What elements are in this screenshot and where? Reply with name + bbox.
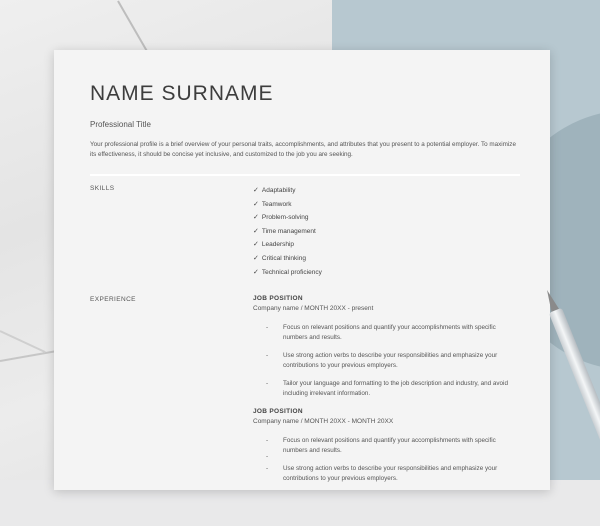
check-icon: ✓ <box>253 268 259 276</box>
skill-item: ✓ Time management <box>253 227 316 235</box>
skill-item: ✓ Technical proficiency <box>253 268 322 276</box>
skill-item: ✓ Adaptability <box>253 187 296 194</box>
job-company-dates: Company name / MONTH 20XX - MONTH 20XX <box>253 418 394 425</box>
dash-icon: - <box>266 380 269 387</box>
skills-label: SKILLS <box>90 185 115 192</box>
job-position-title: JOB POSITION <box>253 295 303 302</box>
profile-summary: Your professional profile is a brief overview of your personal traits, accomplishments, and attributes that you present to a potential employer. To maximize its effectiveness, it should be concise yet inclusive, and customized to the job you are seeking. <box>90 141 516 158</box>
dash-icon: - <box>266 324 269 331</box>
professional-title: Professional Title <box>90 120 151 129</box>
experience-label: EXPERIENCE <box>90 296 136 303</box>
skill-item: ✓ Leadership <box>253 241 295 249</box>
check-icon: ✓ <box>253 254 259 262</box>
skill-item: ✓ Problem-solving <box>253 214 309 222</box>
dash-icon: - <box>266 437 269 444</box>
resume-name: NAME SURNAME <box>90 82 274 105</box>
dash-icon: - <box>266 453 269 460</box>
job-company-dates: Company name / MONTH 20XX - present <box>253 305 374 312</box>
job-position-title: JOB POSITION <box>253 408 303 415</box>
dash-icon: - <box>266 352 269 359</box>
check-icon: ✓ <box>253 214 259 222</box>
dash-icon: - <box>266 465 269 472</box>
check-icon: ✓ <box>253 227 259 235</box>
check-icon: ✓ <box>253 187 259 194</box>
skill-item: ✓ Teamwork <box>253 200 292 208</box>
check-icon: ✓ <box>253 200 259 208</box>
skill-item: ✓ Critical thinking <box>253 254 306 262</box>
section-divider <box>90 174 520 176</box>
resume-page: NAME SURNAME Professional Title Your professional profile is a brief overview of your personal traits, accomplishments, and attributes that you present to a potential employer. To maximize its effectiveness, it should be concise yet inclusive, and customized to the job you are seeking. SKILLS ✓ Adaptability ✓ Teamwork ✓ Problem-solving ✓ Time management ✓ Leadership ✓ Critical thinking ✓ Technical proficiency EXPERIENCE JOB POSITION Company name / MONTH 20XX - present - Focus on relevant positions and quantify your accomplishments with specific numbers and results. - Use strong action verbs to describe your responsibilities and emphasize your contributions to your previous employers. - Tailor your language and formatting to the job description and industry, and avoid including irrelevant information. JOB POSITION Company name / MONTH 20XX - MONTH 20XX - Focus on relevant positions and quantify your accomplishments with specific numbers and results. - - Use strong action verbs to describe your responsibilities and emphasize your contributions to your previous employers. <box>54 50 550 490</box>
skills-list <box>253 184 322 279</box>
check-icon: ✓ <box>253 241 259 249</box>
